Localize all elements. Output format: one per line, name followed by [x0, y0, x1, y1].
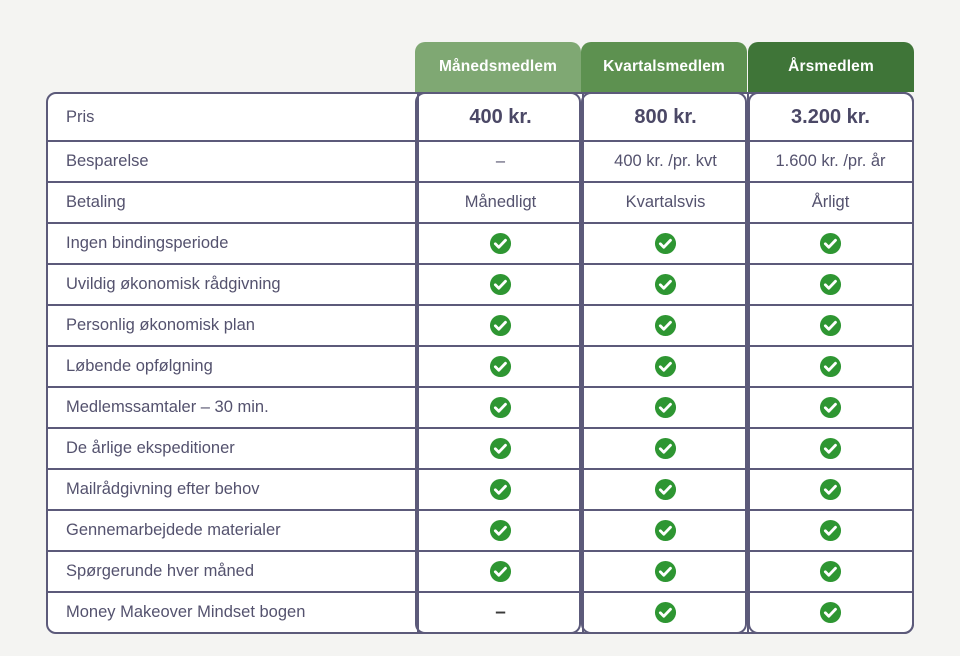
check-circle-icon [819, 478, 842, 501]
cell-kvartalsmedlem [582, 429, 747, 468]
cell-maanedsmedlem: – [417, 142, 582, 181]
row-label: Mailrådgivning efter behov [66, 480, 260, 498]
row-label: Løbende opfølgning [66, 357, 213, 375]
check-circle-icon [819, 519, 842, 542]
check-circle-icon [489, 478, 512, 501]
table-row [48, 142, 912, 183]
check-circle-icon [654, 437, 677, 460]
cell-aarsmedlem [747, 388, 912, 427]
cell-maanedsmedlem [417, 593, 582, 632]
check-circle-icon [654, 519, 677, 542]
check-circle-icon [654, 396, 677, 419]
cell-maanedsmedlem [417, 429, 582, 468]
row-label: Medlemssamtaler – 30 min. [66, 398, 269, 416]
cell-kvartalsmedlem [582, 388, 747, 427]
cell-maanedsmedlem [417, 552, 582, 591]
cell-maanedsmedlem [417, 306, 582, 345]
cell-aarsmedlem: Årligt [747, 183, 912, 222]
check-circle-icon [819, 273, 842, 296]
cell-aarsmedlem: 1.600 kr. /pr. år [747, 142, 912, 181]
check-circle-icon [819, 396, 842, 419]
check-circle-icon [819, 232, 842, 255]
cell-kvartalsmedlem [582, 511, 747, 550]
column-header-aarsmedlem[interactable]: Årsmedlem [748, 42, 914, 92]
cell-maanedsmedlem [417, 388, 582, 427]
check-circle-icon [654, 355, 677, 378]
column-header-maanedsmedlem[interactable]: Månedsmedlem [415, 42, 581, 92]
cell-maanedsmedlem [417, 511, 582, 550]
cell-maanedsmedlem [417, 265, 582, 304]
dash-mark: – [495, 602, 506, 623]
cell-aarsmedlem [747, 306, 912, 345]
check-circle-icon [654, 601, 677, 624]
table-row [48, 265, 912, 306]
check-circle-icon [489, 314, 512, 337]
cell-kvartalsmedlem [582, 593, 747, 632]
table-row [48, 94, 912, 142]
table-row [48, 511, 912, 552]
cell-kvartalsmedlem: 800 kr. [582, 94, 747, 140]
check-circle-icon [819, 355, 842, 378]
cell-aarsmedlem [747, 552, 912, 591]
cell-aarsmedlem: 3.200 kr. [747, 94, 912, 140]
check-circle-icon [654, 232, 677, 255]
cell-kvartalsmedlem [582, 470, 747, 509]
row-label: De årlige ekspeditioner [66, 439, 235, 457]
cell-aarsmedlem [747, 265, 912, 304]
table-row [48, 429, 912, 470]
check-circle-icon [819, 601, 842, 624]
row-label: Uvildig økonomisk rådgivning [66, 275, 281, 293]
check-circle-icon [489, 437, 512, 460]
row-label: Betaling [66, 193, 126, 211]
table-row [48, 470, 912, 511]
row-label: Ingen bindingsperiode [66, 234, 229, 252]
check-circle-icon [654, 314, 677, 337]
check-circle-icon [489, 355, 512, 378]
check-circle-icon [489, 232, 512, 255]
check-circle-icon [489, 560, 512, 583]
cell-aarsmedlem [747, 224, 912, 263]
check-circle-icon [819, 314, 842, 337]
table-row [48, 224, 912, 265]
table-row [48, 552, 912, 593]
cell-aarsmedlem [747, 347, 912, 386]
cell-aarsmedlem [747, 593, 912, 632]
row-label: Besparelse [66, 152, 149, 170]
check-circle-icon [654, 273, 677, 296]
cell-maanedsmedlem: 400 kr. [417, 94, 582, 140]
table-row [48, 306, 912, 347]
check-circle-icon [654, 560, 677, 583]
row-label: Money Makeover Mindset bogen [66, 603, 306, 621]
table-body [46, 92, 914, 634]
row-label: Spørgerunde hver måned [66, 562, 255, 580]
cell-maanedsmedlem [417, 470, 582, 509]
cell-kvartalsmedlem: 400 kr. /pr. kvt [582, 142, 747, 181]
cell-kvartalsmedlem [582, 347, 747, 386]
cell-kvartalsmedlem [582, 306, 747, 345]
cell-kvartalsmedlem: Kvartalsvis [582, 183, 747, 222]
check-circle-icon [819, 560, 842, 583]
cell-aarsmedlem [747, 470, 912, 509]
row-label: Pris [66, 107, 95, 126]
row-label: Personlig økonomisk plan [66, 316, 255, 334]
row-label: Gennemarbejdede materialer [66, 521, 281, 539]
cell-kvartalsmedlem [582, 265, 747, 304]
table-row [48, 388, 912, 429]
cell-maanedsmedlem: Månedligt [417, 183, 582, 222]
cell-aarsmedlem [747, 511, 912, 550]
table-row [48, 593, 912, 632]
check-circle-icon [654, 478, 677, 501]
table-row [48, 347, 912, 388]
cell-kvartalsmedlem [582, 552, 747, 591]
column-header-kvartalsmedlem[interactable]: Kvartalsmedlem [581, 42, 747, 92]
cell-aarsmedlem [747, 429, 912, 468]
check-circle-icon [489, 273, 512, 296]
check-circle-icon [489, 396, 512, 419]
cell-kvartalsmedlem [582, 224, 747, 263]
cell-maanedsmedlem [417, 347, 582, 386]
cell-maanedsmedlem [417, 224, 582, 263]
check-circle-icon [489, 519, 512, 542]
check-circle-icon [819, 437, 842, 460]
table-row [48, 183, 912, 224]
